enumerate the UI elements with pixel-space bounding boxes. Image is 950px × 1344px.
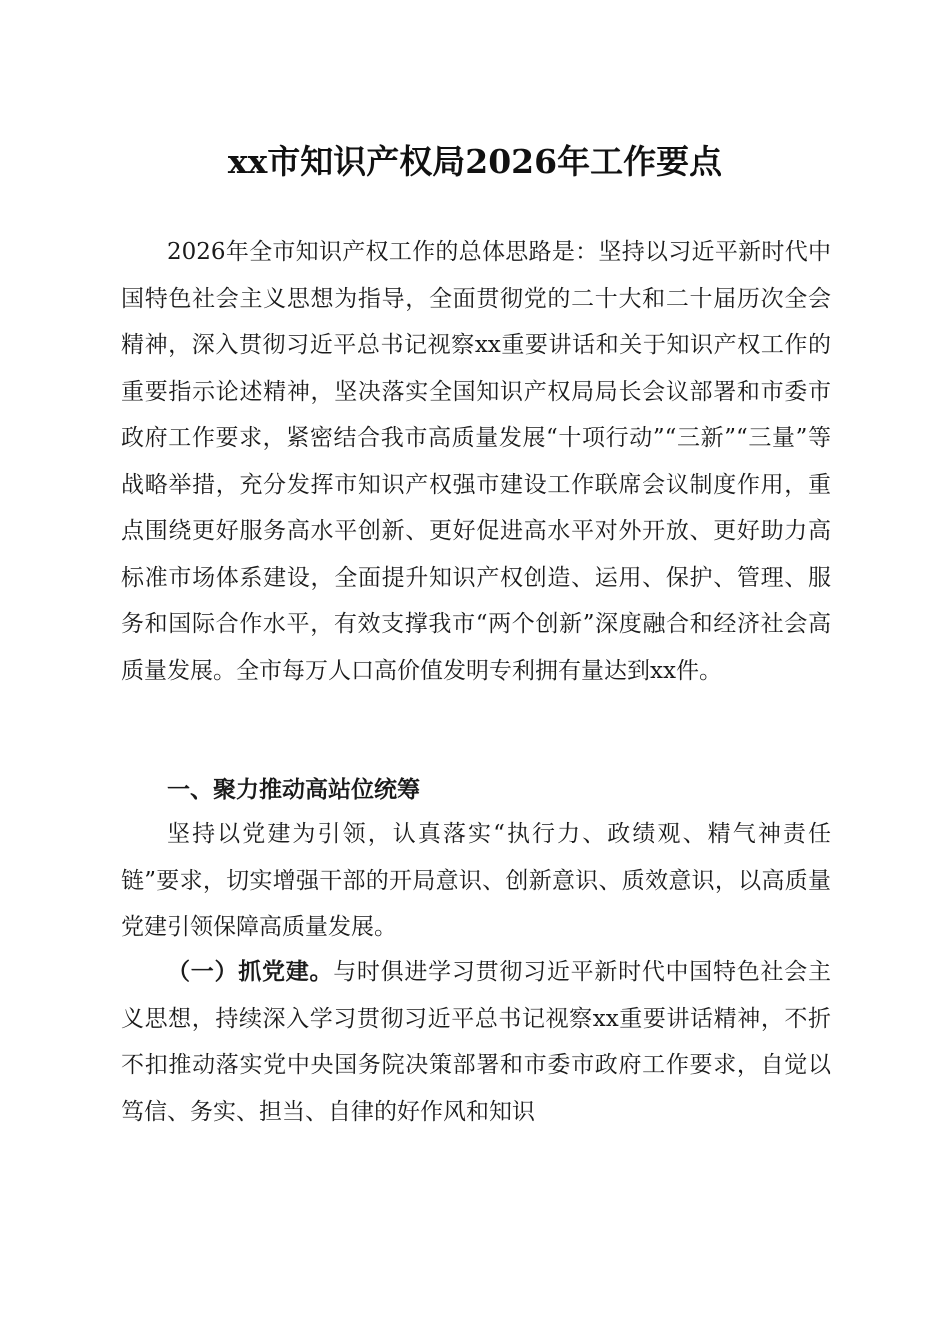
item-1-lead: （一）抓党建。: [167, 958, 334, 985]
document-title: xx市知识产权局2026年工作要点: [227, 142, 723, 181]
intro-paragraph: 2026年全市知识产权工作的总体思路是：坚持以习近平新时代中国特色社会主义思想为指导，全面贯彻党的二十大和二十届历次全会精神，深入贯彻习近平总书记视察xx重要讲话和关于知识产权工作的重要指示论述精神，坚决落实全国知识产权局局长会议部署和市委市政府工作要求，紧密结合我市高质量发展“十项行动”“三新”“三量”等战略举措，充分发挥市知识产权强市建设工作联席会议制度作用，重点围绕更好服务高水平创新、更好促进高水平对外开放、更好助力高标准市场体系建设，全面提升知识产权创造、运用、保护、管理、服务和国际合作水平，有效支撑我市“两个创新”深度融合和经济社会高质量发展。全市每万人口高价值发明专利拥有量达到xx件。: [121, 239, 831, 684]
item-1-text: 与时俱进学习贯彻习近平新时代中国特色社会主义思想，持续深入学习贯彻习近平总书记视察xx重要讲话精神，不折不扣推动落实党中央国务院决策部署和市委市政府工作要求，自觉以笃信、务实、担当、自律的好作风和知识: [121, 959, 832, 1125]
section-heading-1: 一、聚力推动高站位统筹: [167, 777, 420, 803]
section-1-paragraph: 坚持以党建为引领，认真落实“执行力、政绩观、精气神责任链”要求，切实增强干部的开局意识、创新意识、质效意识，以高质量党建引领保障高质量发展。: [121, 821, 831, 940]
item-1-paragraph: [121, 949, 831, 1135]
